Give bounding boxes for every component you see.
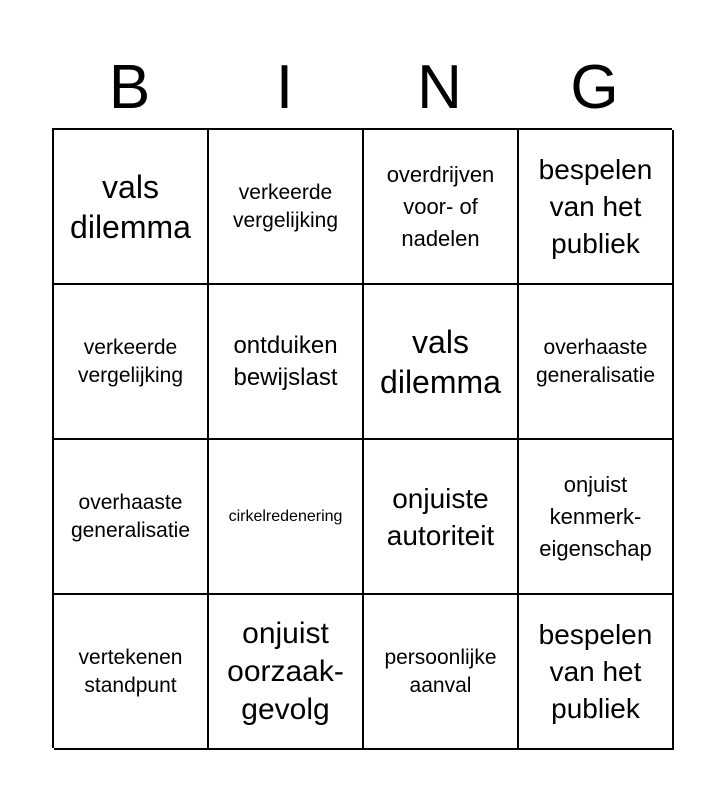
cell-text: vals dilemma [380,323,501,400]
bingo-cell[interactable] [54,595,209,750]
header-letter-g: G [570,53,619,122]
bingo-cell[interactable] [364,595,519,750]
bingo-cell[interactable] [519,595,674,750]
cell-text: onjuiste autoriteit [386,482,495,551]
bingo-cell[interactable] [209,595,364,750]
cell-text: bespelen van het publiek [538,154,653,259]
bingo-cell[interactable] [364,440,519,595]
cell-text: vals dilemma [70,168,191,245]
cell-text: cirkelredenering [228,507,343,525]
cell-text: onjuist oorzaak-gevolg [227,616,344,726]
cell-text: verkeerde vergelijking [232,180,339,232]
bingo-cell[interactable] [519,130,674,285]
cell-text: persoonlijke aanval [384,645,497,697]
header-letter-b: B [108,53,151,122]
cell-text: onjuist kenmerk-eigenschap [539,471,652,561]
header-letter-i: I [275,53,294,122]
bingo-cell[interactable] [364,130,519,285]
bingo-cell[interactable] [364,285,519,440]
bingo-cell[interactable] [519,285,674,440]
cell-text: overhaaste generalisatie [535,335,656,387]
cell-text: bespelen van het publiek [538,619,653,724]
bingo-grid [52,128,672,748]
bingo-cell[interactable] [209,285,364,440]
bingo-header [52,52,672,124]
bingo-cell[interactable] [209,440,364,595]
bingo-cell[interactable] [519,440,674,595]
cell-text: ontduiken bewijslast [233,331,338,391]
bingo-cell[interactable] [54,285,209,440]
cell-text: vertekenen standpunt [78,645,183,697]
cell-text: overdrijven voor- of nadelen [386,161,495,251]
cell-text: overhaaste generalisatie [70,490,191,542]
bingo-cell[interactable] [54,130,209,285]
header-letter-n: N [417,53,462,122]
cell-text: verkeerde vergelijking [77,335,184,387]
bingo-cell[interactable] [209,130,364,285]
bingo-cell[interactable] [54,440,209,595]
